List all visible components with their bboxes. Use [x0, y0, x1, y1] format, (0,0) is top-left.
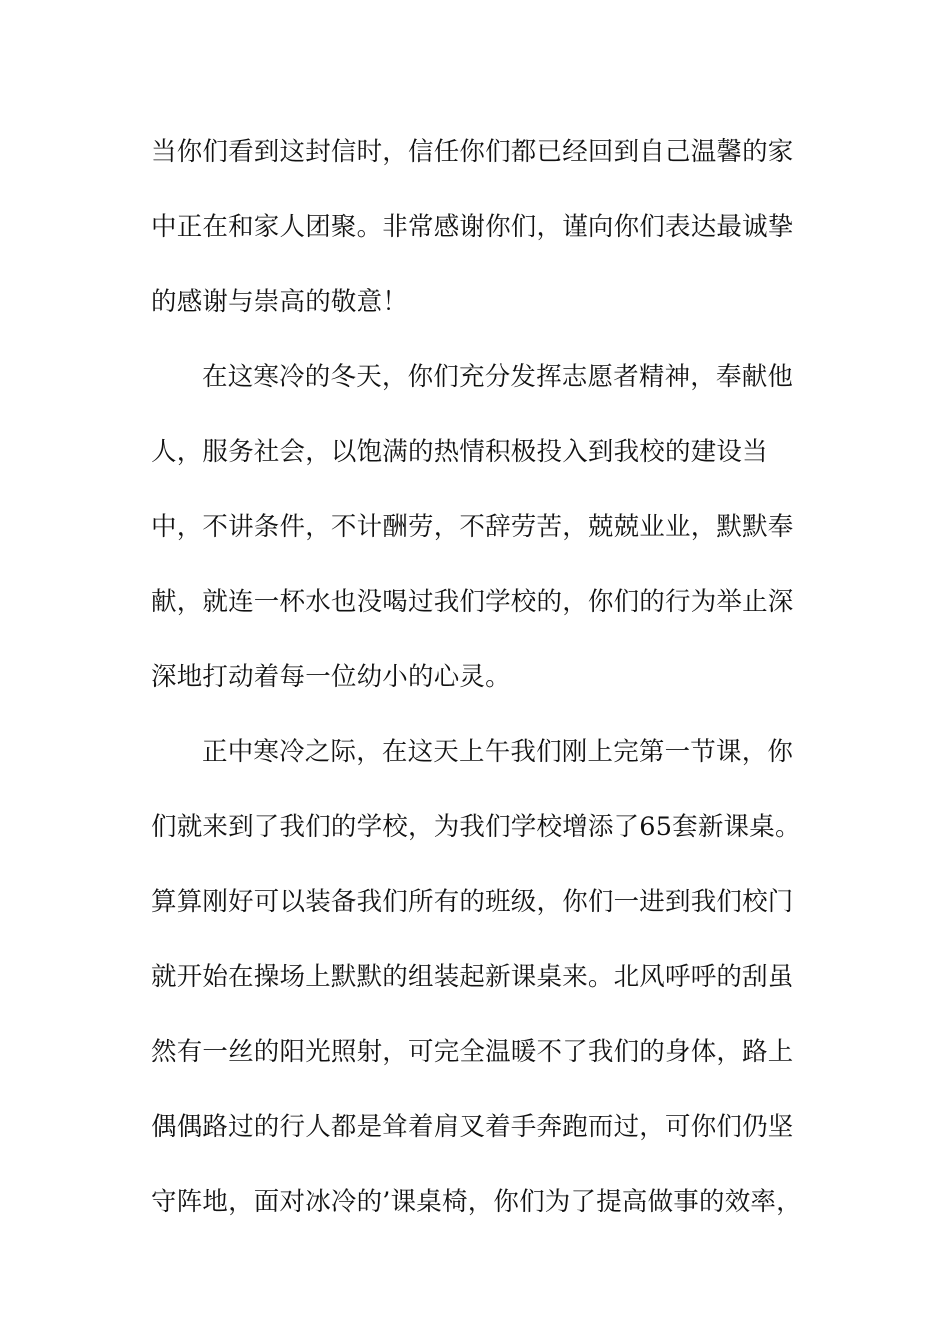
text-line: 深地打动着每一位幼小的心灵。 — [151, 662, 511, 692]
text-line: 献，就连一杯水也没喝过我们学校的，你们的行为举止深 — [151, 587, 794, 617]
text-line: 正中寒冷之际，在这天上午我们刚上完第一节课，你 — [202, 737, 794, 767]
text-line: 偶偶路过的行人都是耸着肩叉着手奔跑而过，可你们仍坚 — [151, 1112, 794, 1142]
text-line: 守阵地，面对冰冷的’课桌椅，你们为了提高做事的效率， — [151, 1187, 802, 1217]
text-line: 当你们看到这封信时，信任你们都已经回到自己温馨的家 — [151, 137, 794, 167]
text-line: 算算刚好可以装备我们所有的班级，你们一进到我们校门 — [151, 887, 794, 917]
text-line: 中，不讲条件，不计酬劳，不辞劳苦，兢兢业业，默默奉 — [151, 512, 794, 542]
text-line: 然有一丝的阳光照射，可完全温暖不了我们的身体，路上 — [151, 1037, 794, 1067]
text-line: 的感谢与崇高的敬意！ — [151, 287, 409, 317]
text-line: 中正在和家人团聚。非常感谢你们，谨向你们表达最诚挚 — [151, 212, 794, 242]
text-line: 在这寒冷的冬天，你们充分发挥志愿者精神，奉献他 — [202, 362, 794, 392]
text-line: 就开始在操场上默默的组装起新课桌来。北风呼呼的刮虽 — [151, 962, 794, 992]
text-line: 们就来到了我们的学校，为我们学校增添了65套新课桌。 — [151, 812, 801, 842]
text-line: 人，服务社会，以饱满的热情积极投入到我校的建设当 — [151, 437, 768, 467]
